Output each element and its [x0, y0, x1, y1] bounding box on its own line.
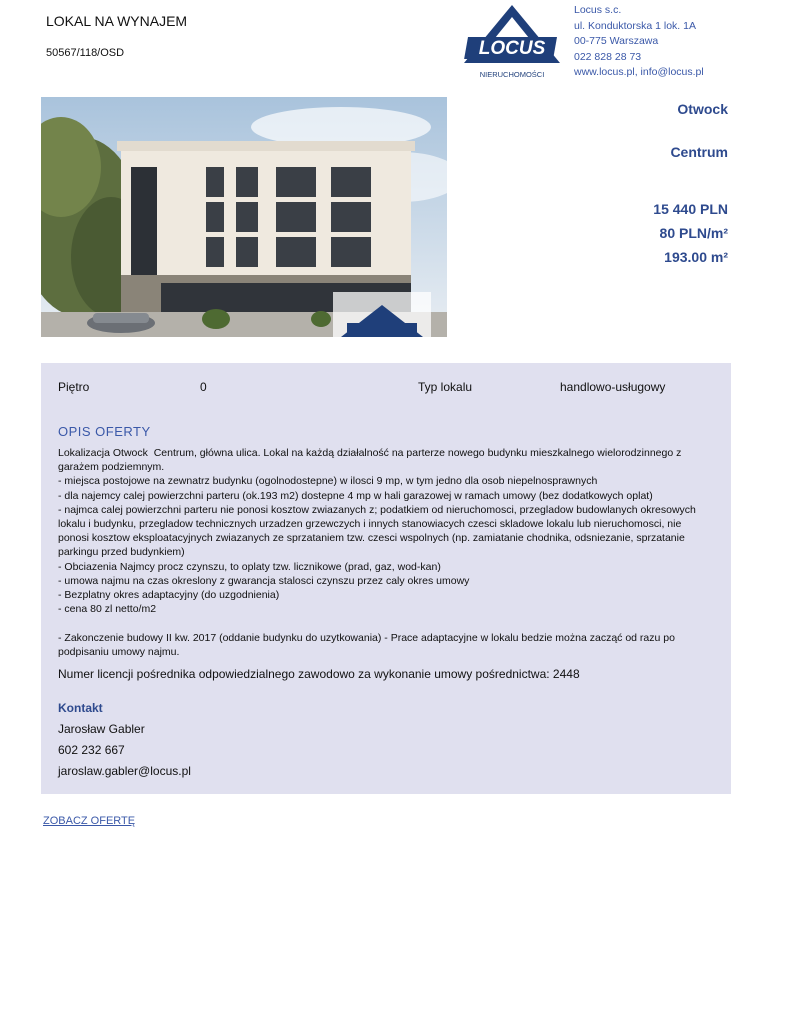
logo-tagline: NIERUCHOMOŚCI: [479, 70, 545, 79]
agency-contact: [574, 3, 704, 81]
logo-wordmark: LOCUS: [478, 38, 546, 59]
floor-label: Piętro: [58, 380, 90, 394]
floor-value: 0: [200, 380, 207, 394]
property-area: 193.00 m²: [664, 249, 728, 265]
type-label: Typ lokalu: [418, 380, 473, 394]
property-city: Otwock: [677, 101, 728, 117]
agency-phone: 022 828 28 73: [574, 50, 642, 63]
agency-street: ul. Konduktorska 1 lok. 1A: [574, 19, 696, 32]
license-number: Numer licencji pośrednika odpowiedzialnego zawodowo za wykonanie umowy pośrednictwa: 2448: [58, 667, 580, 681]
contact-name: Jarosław Gabler: [58, 722, 145, 736]
description-title: OPIS OFERTY: [58, 424, 151, 439]
contact-phone: 602 232 667: [58, 743, 125, 757]
agency-name: Locus s.c.: [574, 4, 622, 16]
description-text: Lokalizacja Otwock Centrum, główna ulica. Lokal na każdą działalność na parterze nowego budynku mieszkalnego wielorodzinnego z garażem podziemnym. - miejsca postojowe na zewnatrz budynku (ogolnodostepne) w ilosci 9 mp, w tym jedno dla osob niepelnosprawnych - dla najemcy calej powierzchni parteru (ok.193 m2) dostepne 4 mp w hali garazowej w ramach umowy (bez dodatkowych oplat) - najmca calej powierzchni parteru nie ponosi kosztow zwiazanych z; podatkiem od nieruchomosci, przegladow budowlanych okresowych lokalu i budynku, przegladow technicznych urzadzen grzewczych i innych stanowiacych czesci skladowe lokalu lub nieruchomosci, nie ponosi kosztow eksploatacyjnych zwiazanych ze sprzataniem tzw. czesci wspolnych (np. zamiatanie chodnika, odsniezanie, sprzatanie parkingu przed budynkiem) - Obciazenia Najmcy procz czynszu, to oplaty tzw. licznikowe (prad, gaz, wod-kan) - umowa najmu na czas okreslony z gwarancja stalosci czynszu przez caly okres umowy - Bezplatny okres adaptacyjny (do uzgodnienia) - cena 80 zl netto/m2 - Zakonczenie budowy II kw. 2017 (oddanie budynku do uzytkowania) - Prace adaptacyjne w lokalu bedzie można zacząć od razu po podpisaniu umowy najmu.: [58, 447, 696, 658]
locus-logo: [460, 3, 565, 81]
agency-city: 00-775 Warszawa: [574, 35, 659, 47]
property-price: 15 440 PLN: [653, 201, 728, 217]
type-value: handlowo-usługowy: [560, 380, 666, 394]
view-offer-link[interactable]: ZOBACZ OFERTĘ: [43, 815, 136, 827]
property-district: Centrum: [670, 144, 728, 160]
listing-reference: 50567/118/OSD: [46, 47, 125, 59]
contact-email[interactable]: jaroslaw.gabler@locus.pl: [58, 764, 191, 778]
property-photo: [41, 97, 447, 337]
contact-heading: Kontakt: [58, 701, 103, 715]
listing-title: LOKAL NA WYNAJEM: [46, 13, 188, 29]
agency-web[interactable]: www.locus.pl, info@locus.pl: [574, 66, 704, 78]
property-price-per-m2: 80 PLN/m²: [659, 225, 728, 241]
